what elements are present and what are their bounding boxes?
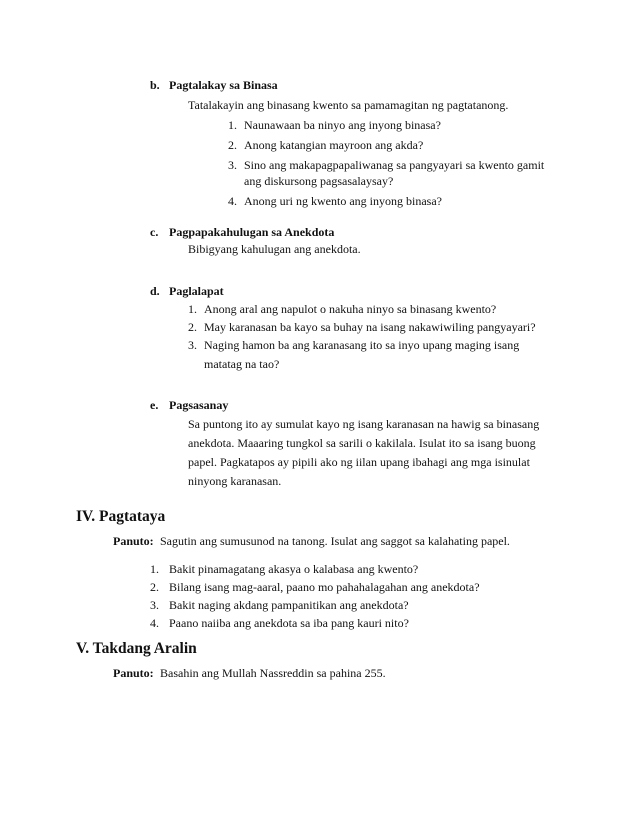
list-item: Anong uri ng kwento ang inyong binasa? xyxy=(244,194,442,208)
list-item-number: 4. xyxy=(150,616,159,630)
list-item: Naunawaan ba ninyo ang inyong binasa? xyxy=(244,118,441,132)
section-d-title: Paglalapat xyxy=(169,284,224,298)
panuto-text: Sagutin ang sumusunod na tanong. Isulat ang saggot sa kalahating papel. xyxy=(160,534,510,548)
list-item-number: 2. xyxy=(188,320,197,334)
list-item: May karanasan ba kayo sa buhay na isang nakawiwiling pangyayari? xyxy=(204,320,536,334)
panuto-label: Panuto: xyxy=(113,666,154,680)
list-item-number: 3. xyxy=(188,338,197,352)
list-item-number: 1. xyxy=(188,302,197,316)
list-item-number: 2. xyxy=(228,138,237,152)
section-c-text: Bibigyang kahulugan ang anekdota. xyxy=(188,242,361,256)
paragraph-line: anekdota. Maaaring tungkol sa sarili o kakilala. Isulat ito sa isang buong xyxy=(188,436,536,450)
section-d-label: d. xyxy=(150,284,160,298)
section-v-heading: V. Takdang Aralin xyxy=(76,640,197,657)
list-item: Anong katangian mayroon ang akda? xyxy=(244,138,424,152)
section-iv-heading: IV. Pagtataya xyxy=(76,508,166,525)
paragraph-line: Sa puntong ito ay sumulat kayo ng isang karanasan na hawig sa binasang xyxy=(188,417,540,431)
list-item: Paano naiiba ang anekdota sa iba pang kauri nito? xyxy=(169,616,409,630)
panuto-text: Basahin ang Mullah Nassreddin sa pahina 255. xyxy=(160,666,386,680)
list-item: Naging hamon ba ang karanasang ito sa inyo upang maging isang xyxy=(204,338,520,352)
section-b-title: Pagtalakay sa Binasa xyxy=(169,78,278,92)
list-item: Bakit pinamagatang akasya o kalabasa ang kwento? xyxy=(169,562,419,576)
list-item-number: 2. xyxy=(150,580,159,594)
section-b-label: b. xyxy=(150,78,160,92)
paragraph-line: ninyong karanasan. xyxy=(188,474,282,488)
list-item-number: 4. xyxy=(228,194,237,208)
list-item: Anong aral ang napulot o nakuha ninyo sa binasang kwento? xyxy=(204,302,497,316)
list-item: Bakit naging akdang pampanitikan ang anekdota? xyxy=(169,598,409,612)
section-c-label: c. xyxy=(150,225,159,239)
list-item-number: 1. xyxy=(228,118,237,132)
panuto-label: Panuto: xyxy=(113,534,154,548)
list-item-number: 1. xyxy=(150,562,159,576)
section-b-intro: Tatalakayin ang binasang kwento sa pamamagitan ng pagtatanong. xyxy=(188,98,509,112)
list-item-number: 3. xyxy=(228,158,237,172)
paragraph-line: papel. Pagkatapos ay pipili ako ng iilan upang ibahagi ang mga isinulat xyxy=(188,455,530,469)
list-item-continuation: ang diskursong pagsasalaysay? xyxy=(244,174,394,188)
list-item-continuation: matatag na tao? xyxy=(204,357,280,371)
list-item: Bilang isang mag-aaral, paano mo pahahalagahan ang anekdota? xyxy=(169,580,480,594)
list-item-number: 3. xyxy=(150,598,159,612)
section-e-title: Pagsasanay xyxy=(169,398,229,412)
section-e-label: e. xyxy=(150,398,159,412)
list-item: Sino ang makapagpapaliwanag sa pangyayari sa kwento gamit xyxy=(244,158,545,172)
section-c-title: Pagpapakahulugan sa Anekdota xyxy=(169,225,335,239)
